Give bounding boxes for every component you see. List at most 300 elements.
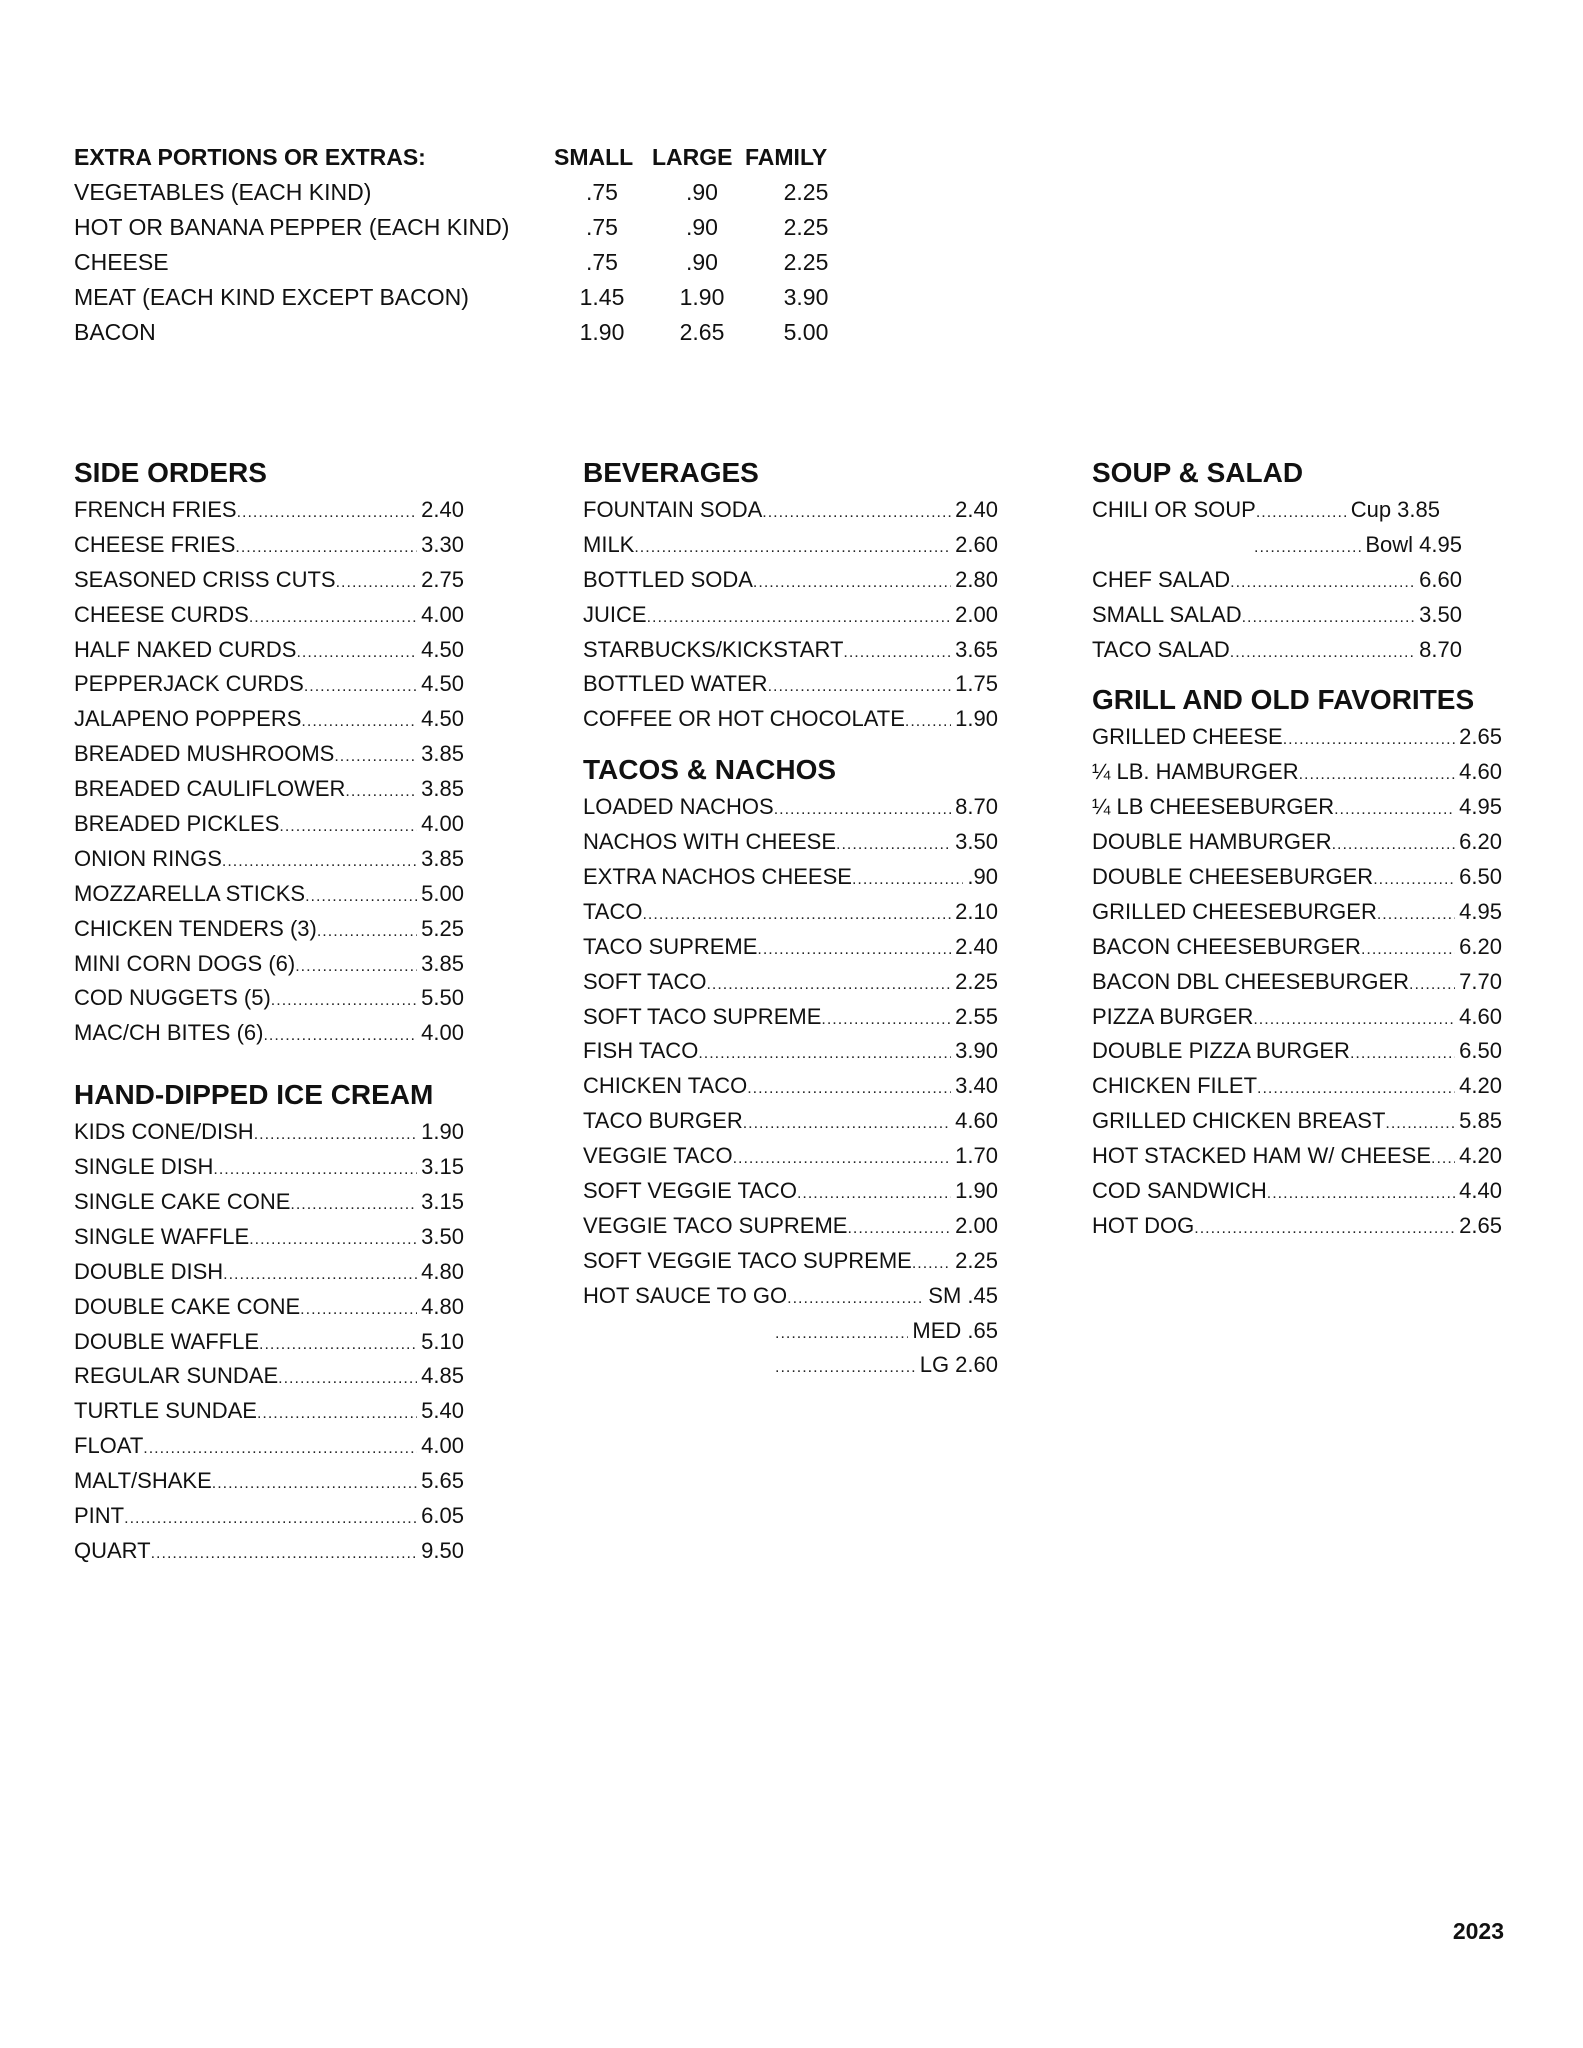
tacos-nachos-title: TACOS & NACHOS (583, 754, 837, 786)
menu-item (583, 702, 998, 737)
extras-row-small: .75 (586, 179, 618, 205)
extras-title: EXTRA PORTIONS OR EXTRAS: (74, 144, 426, 170)
leader-dots (254, 1118, 417, 1150)
item-name: COFFEE OR HOT CHOCOLATE (583, 706, 905, 732)
menu-item (583, 1034, 998, 1069)
item-price: 3.85 (421, 776, 464, 802)
item-price: 7.70 (1459, 968, 1502, 994)
leader-dots (634, 531, 951, 563)
item-price: 3.90 (955, 1038, 998, 1064)
item-price: 4.40 (1459, 1178, 1502, 1204)
item-price: 2.00 (955, 1212, 998, 1238)
item-price: 4.00 (421, 1433, 464, 1459)
extras-row-large: .90 (686, 249, 718, 275)
item-name: SOFT TACO SUPREME (583, 1003, 822, 1029)
ice-cream-list (74, 1115, 464, 1569)
item-price: 1.90 (955, 706, 998, 732)
item-name: CHICKEN TENDERS (3) (74, 915, 317, 941)
leader-dots (1334, 793, 1455, 825)
item-price: 2.00 (955, 601, 998, 627)
item-price: 9.50 (421, 1537, 464, 1563)
item-price: 2.80 (955, 566, 998, 592)
item-price: .90 (967, 864, 998, 890)
leader-dots (1283, 723, 1455, 755)
leader-dots (706, 968, 951, 1000)
item-price: 6.05 (421, 1503, 464, 1529)
menu-item (1092, 1139, 1502, 1174)
menu-item (74, 1325, 464, 1360)
menu-item (74, 981, 464, 1016)
item-name: KIDS CONE/DISH (74, 1119, 254, 1145)
item-name: BOTTLED SODA (583, 566, 753, 592)
item-name: HALF NAKED CURDS (74, 636, 297, 662)
menu-item (74, 1150, 464, 1185)
menu-item (74, 1016, 464, 1051)
menu-item (74, 1534, 464, 1569)
leader-dots (647, 601, 952, 633)
item-price: 4.80 (421, 1293, 464, 1319)
item-price: SM .45 (928, 1282, 998, 1308)
leader-dots (768, 670, 952, 702)
item-name: FOUNTAIN SODA (583, 497, 763, 522)
menu-item (74, 667, 464, 702)
grill-list (1092, 720, 1502, 1243)
item-name: SMALL SALAD (1092, 601, 1242, 627)
leader-dots (747, 1072, 951, 1104)
item-name: QUART (74, 1537, 151, 1563)
item-price: 3.50 (1419, 601, 1462, 627)
item-price: 6.50 (1459, 1038, 1502, 1064)
leader-dots (1361, 933, 1455, 965)
menu-item (1092, 563, 1462, 598)
item-name: FRENCH FRIES (74, 497, 237, 522)
menu-item (583, 825, 998, 860)
leader-dots (151, 1537, 418, 1569)
leader-dots (336, 566, 418, 598)
menu-item (583, 860, 998, 895)
item-price: 2.40 (955, 497, 998, 522)
menu-year: 2023 (1452, 1918, 1504, 1944)
menu-item (1092, 1209, 1502, 1244)
leader-dots (317, 915, 417, 947)
leader-dots (278, 1362, 417, 1394)
leader-dots (1267, 1177, 1455, 1209)
item-price: 4.20 (1459, 1143, 1502, 1169)
item-price: Bowl 4.95 (1365, 531, 1462, 557)
item-price: LG 2.60 (919, 1352, 998, 1378)
item-name: DOUBLE CAKE CONE (74, 1293, 301, 1319)
menu-item (74, 493, 464, 528)
leader-dots (295, 950, 417, 982)
item-name: VEGGIE TACO (583, 1143, 733, 1169)
leader-dots (762, 496, 951, 528)
item-price: 4.85 (421, 1363, 464, 1389)
item-price: 4.50 (421, 671, 464, 697)
leader-dots (1242, 601, 1416, 633)
leader-dots (743, 1107, 951, 1139)
menu-item (74, 912, 464, 947)
extras-row-label: CHEESE (74, 249, 169, 275)
leader-dots (1409, 968, 1455, 1000)
leader-dots (249, 1223, 417, 1255)
menu-item (583, 1279, 998, 1314)
item-price: 1.70 (955, 1143, 998, 1169)
item-name: CHICKEN FILET (1092, 1073, 1258, 1099)
menu-item (1092, 598, 1462, 633)
extras-small-header: SMALL (554, 144, 634, 170)
menu-item (583, 633, 998, 668)
menu-item (1092, 895, 1502, 930)
item-price: 4.60 (1459, 759, 1502, 785)
menu-item (74, 1499, 464, 1534)
item-price: 3.50 (421, 1223, 464, 1249)
menu-item (74, 528, 464, 563)
item-name: FISH TACO (583, 1038, 699, 1064)
item-name: TACO BURGER (583, 1108, 743, 1134)
item-price: 1.75 (955, 671, 998, 697)
leader-dots (279, 810, 417, 842)
item-price: 3.15 (421, 1189, 464, 1215)
item-price: 5.85 (1459, 1108, 1502, 1134)
soup-salad-title: SOUP & SALAD (1092, 457, 1304, 488)
extras-row-family: 2.25 (783, 214, 829, 240)
item-price: 3.85 (421, 741, 464, 767)
leader-dots (912, 1247, 951, 1279)
item-name: HOT DOG (1092, 1212, 1195, 1238)
menu-item (1092, 1034, 1502, 1069)
extras-row-family: 2.25 (783, 249, 829, 275)
menu-item (74, 633, 464, 668)
grill-title: GRILL AND OLD FAVORITES (1092, 684, 1475, 716)
leader-dots (334, 740, 417, 772)
item-name: SINGLE CAKE CONE (74, 1189, 291, 1215)
menu-item (74, 1429, 464, 1464)
extras-row-label: HOT OR BANANA PEPPER (EACH KIND) (74, 214, 510, 240)
item-name: MAC/CH BITES (6) (74, 1020, 264, 1046)
item-name: DOUBLE WAFFLE (74, 1328, 259, 1354)
extras-row-small: 1.90 (579, 319, 625, 345)
leader-dots (1332, 828, 1456, 860)
item-name: CHILI OR SOUP (1092, 497, 1256, 522)
menu-item (583, 965, 998, 1000)
item-price: 3.40 (955, 1073, 998, 1099)
item-name: MILK (583, 531, 635, 557)
item-price: 4.60 (955, 1108, 998, 1134)
item-name: STARBUCKS/KICKSTART (583, 636, 844, 662)
side-orders-list (74, 493, 464, 1051)
item-price: 2.75 (421, 566, 464, 592)
menu-item (1092, 965, 1502, 1000)
leader-dots (642, 898, 951, 930)
extras-row-family: 3.90 (783, 284, 829, 310)
menu-item (74, 1185, 464, 1220)
menu-item (74, 1290, 464, 1325)
item-name: MOZZARELLA STICKS (74, 880, 306, 906)
item-name: PINT (74, 1503, 125, 1529)
item-name: CHEESE CURDS (74, 601, 249, 627)
hot-sauce-size-row (583, 1348, 998, 1383)
item-name: PEPPERJACK CURDS (74, 671, 304, 697)
leader-dots (235, 531, 417, 563)
item-price: 4.50 (421, 706, 464, 732)
leader-dots (259, 1328, 417, 1360)
item-name: MALT/SHAKE (74, 1468, 212, 1494)
leader-dots (143, 1432, 417, 1464)
extras-row-family: 2.25 (783, 179, 829, 205)
menu-item (74, 807, 464, 842)
item-name: HOT STACKED HAM W/ CHEESE (1092, 1143, 1432, 1169)
item-price: 2.25 (955, 968, 998, 994)
item-name: JALAPENO POPPERS (74, 706, 302, 732)
item-price: 4.95 (1459, 794, 1502, 820)
item-name: GRILLED CHEESEBURGER (1092, 898, 1377, 924)
item-price: 5.25 (421, 915, 464, 941)
menu-item (74, 1115, 464, 1150)
item-name: FLOAT (74, 1433, 144, 1459)
item-price: 4.95 (1459, 898, 1502, 924)
item-name: VEGGIE TACO SUPREME (583, 1212, 848, 1238)
extras-row-large: .90 (686, 179, 718, 205)
extras-row-label: VEGETABLES (EACH KIND) (74, 179, 372, 205)
menu-column-middle (583, 453, 998, 1383)
item-price: 4.00 (421, 811, 464, 837)
item-price: 4.00 (421, 1020, 464, 1046)
menu-item (74, 947, 464, 982)
extras-row-large: 2.65 (679, 319, 725, 345)
item-name: TACO (583, 898, 643, 924)
leader-dots (212, 1467, 417, 1499)
item-price: 6.20 (1459, 933, 1502, 959)
item-price: 2.25 (955, 1247, 998, 1273)
item-name: LOADED NACHOS (583, 794, 774, 820)
item-name: BREADED CAULIFLOWER (74, 776, 346, 802)
item-price: 5.50 (421, 985, 464, 1011)
item-price: 1.90 (955, 1178, 998, 1204)
item-name: TACO SALAD (1092, 636, 1230, 662)
menu-item (74, 1220, 464, 1255)
item-name: MINI CORN DOGS (6) (74, 950, 296, 976)
item-name: CHEESE FRIES (74, 531, 236, 557)
item-price: 3.15 (421, 1154, 464, 1180)
item-price: 6.50 (1459, 864, 1502, 890)
leader-dots (345, 775, 417, 807)
item-name: CHICKEN TACO (583, 1073, 748, 1099)
leader-dots (698, 1037, 951, 1069)
leader-dots (836, 828, 951, 860)
item-name: REGULAR SUNDAE (74, 1363, 279, 1389)
leader-dots (300, 1293, 417, 1325)
item-price: 4.20 (1459, 1073, 1502, 1099)
menu-item (1092, 633, 1462, 668)
item-price: 2.40 (955, 933, 998, 959)
menu-item (1092, 825, 1502, 860)
menu-item (74, 842, 464, 877)
leader-dots (304, 670, 417, 702)
extras-family-header: FAMILY (745, 144, 828, 170)
leader-dots (249, 601, 417, 633)
item-price: 2.55 (955, 1003, 998, 1029)
item-price: 8.70 (1419, 636, 1462, 662)
extras-row-small: .75 (586, 214, 618, 240)
menu-item (74, 1464, 464, 1499)
leader-dots (1350, 1037, 1455, 1069)
item-name: PIZZA BURGER (1092, 1003, 1254, 1029)
leader-dots (1377, 898, 1455, 930)
item-price: MED .65 (912, 1317, 998, 1343)
menu-item (1092, 860, 1502, 895)
item-price: 3.30 (421, 531, 464, 557)
item-price: 5.65 (421, 1468, 464, 1494)
menu-item (1092, 720, 1502, 755)
menu-item (1092, 930, 1502, 965)
extras-row-family: 5.00 (783, 319, 829, 345)
menu-item (1092, 790, 1502, 825)
item-name: SEASONED CRISS CUTS (74, 566, 336, 592)
leader-dots (775, 1351, 916, 1383)
leader-dots (301, 705, 417, 737)
item-price: 8.70 (955, 794, 998, 820)
leader-dots (843, 636, 951, 668)
leader-dots (124, 1502, 417, 1534)
leader-dots (223, 1258, 417, 1290)
item-name: DOUBLE DISH (74, 1258, 224, 1284)
menu-item (74, 877, 464, 912)
item-price: 4.00 (421, 601, 464, 627)
item-price: 2.40 (421, 497, 464, 522)
item-name: TACO SUPREME (583, 933, 758, 959)
menu-item (1092, 1104, 1502, 1139)
item-name: DOUBLE HAMBURGER (1092, 829, 1332, 855)
leader-dots (753, 566, 951, 598)
item-price: 6.20 (1459, 829, 1502, 855)
leader-dots (296, 636, 417, 668)
leader-dots (290, 1188, 417, 1220)
item-price: 2.65 (1459, 724, 1502, 750)
extras-large-header: LARGE (652, 144, 733, 170)
item-price: 4.80 (421, 1258, 464, 1284)
item-price: 4.60 (1459, 1003, 1502, 1029)
leader-dots (757, 933, 951, 965)
menu-item (583, 1104, 998, 1139)
item-name: TURTLE SUNDAE (74, 1398, 257, 1424)
extras-row-small: 1.45 (579, 284, 625, 310)
menu-item (1092, 755, 1502, 790)
item-name: JUICE (583, 601, 647, 627)
side-orders-title: SIDE ORDERS (74, 457, 267, 488)
item-name: HOT SAUCE TO GO (583, 1282, 788, 1308)
item-price: 4.50 (421, 636, 464, 662)
extras-row-label: BACON (74, 319, 156, 345)
menu-item (583, 930, 998, 965)
item-name: ONION RINGS (74, 845, 222, 871)
leader-dots (1230, 636, 1415, 668)
leader-dots (237, 496, 418, 528)
item-name: COD NUGGETS (5) (74, 985, 271, 1011)
leader-dots (1431, 1142, 1455, 1174)
leader-dots (1373, 863, 1455, 895)
item-price: 2.10 (955, 898, 998, 924)
menu-item (583, 667, 998, 702)
menu-item (583, 1209, 998, 1244)
item-name: EXTRA NACHOS CHEESE (583, 864, 852, 890)
item-price: 3.85 (421, 845, 464, 871)
menu-item (583, 895, 998, 930)
leader-dots (1194, 1212, 1455, 1244)
beverages-title: BEVERAGES (583, 457, 759, 488)
leader-dots (821, 1003, 951, 1035)
leader-dots (797, 1177, 951, 1209)
leader-dots (787, 1282, 924, 1314)
item-name: BOTTLED WATER (583, 671, 768, 697)
leader-dots (222, 845, 417, 877)
menu-column-right (1092, 453, 1502, 1244)
menu-item (583, 528, 998, 563)
ice-cream-title: HAND-DIPPED ICE CREAM (74, 1079, 434, 1111)
item-name: ¼ LB. HAMBURGER (1092, 759, 1299, 785)
item-name: SOFT TACO (583, 968, 707, 994)
leader-dots (1230, 566, 1415, 598)
tacos-nachos-list (583, 790, 998, 1313)
leader-dots (847, 1212, 951, 1244)
item-price: 3.85 (421, 950, 464, 976)
menu-item (74, 702, 464, 737)
leader-dots (271, 984, 417, 1016)
item-price: 3.65 (955, 636, 998, 662)
item-name: GRILLED CHEESE (1092, 724, 1283, 750)
item-price: 3.50 (955, 829, 998, 855)
leader-dots (1257, 1072, 1455, 1104)
extras-row-label: MEAT (EACH KIND EXCEPT BACON) (74, 284, 469, 310)
item-name: BACON DBL CHEESEBURGER (1092, 968, 1410, 994)
menu-item (1092, 1000, 1502, 1035)
leader-dots (775, 1317, 908, 1349)
menu-item (74, 772, 464, 807)
item-name: DOUBLE CHEESEBURGER (1092, 864, 1374, 890)
item-name: BREADED PICKLES (74, 811, 280, 837)
extras-row-small: .75 (586, 249, 618, 275)
menu-item (583, 1000, 998, 1035)
menu-item (583, 493, 998, 528)
item-price: 6.60 (1419, 566, 1462, 592)
item-name: SINGLE WAFFLE (74, 1223, 250, 1249)
menu-item-bowl (1092, 528, 1462, 563)
item-price: 2.65 (1459, 1212, 1502, 1238)
menu-item (1092, 493, 1440, 528)
menu-column-left (74, 453, 464, 1569)
beverages-list (583, 493, 998, 737)
leader-dots (213, 1153, 417, 1185)
menu-item (583, 790, 998, 825)
item-price: 5.10 (421, 1328, 464, 1354)
leader-dots (774, 793, 951, 825)
leader-dots (1253, 1003, 1455, 1035)
menu-item (74, 1359, 464, 1394)
menu-item (74, 1255, 464, 1290)
menu-item (1092, 1069, 1502, 1104)
menu-item (583, 1069, 998, 1104)
extras-row-large: 1.90 (679, 284, 725, 310)
item-name: BACON CHEESEBURGER (1092, 933, 1361, 959)
item-price: 1.90 (421, 1119, 464, 1145)
item-price: 2.60 (955, 531, 998, 557)
leader-dots (1299, 758, 1456, 790)
menu-item (74, 563, 464, 598)
menu-item (583, 1244, 998, 1279)
soup-salad-list (1092, 563, 1502, 668)
menu-item (583, 1139, 998, 1174)
item-name: BREADED MUSHROOMS (74, 741, 335, 767)
item-name: CHEF SALAD (1092, 566, 1231, 592)
